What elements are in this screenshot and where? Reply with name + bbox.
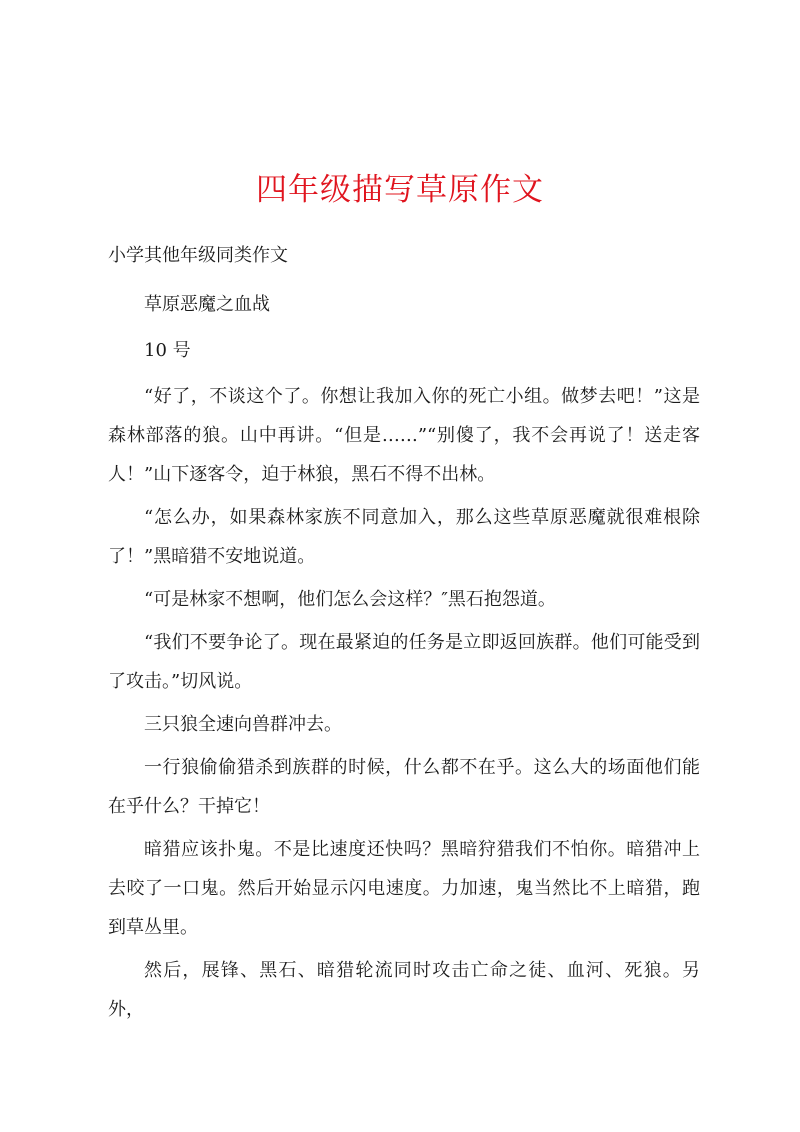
- paragraph: “怎么办，如果森林家族不同意加入，那么这些草原恶魔就很难根除了！”黑暗猎不安地说道。: [108, 507, 700, 567]
- paragraph: 草原恶魔之血战: [144, 294, 270, 315]
- paragraph: “好了，不谈这个了。你想让我加入你的死亡小组。做梦去吧！”这是森林部落的狼。山中再讲。“但是……”“别傻了，我不会再说了！送走客人！”山下逐客令，迫于林狼，黑石不得不出林。: [108, 386, 700, 485]
- paragraph: 三只狼全速向兽群冲去。: [144, 714, 342, 735]
- document-title: 四年级描写草原作文: [256, 172, 544, 208]
- document-body: [108, 240, 700, 1029]
- paragraph: 暗猎应该扑鬼。不是比速度还快吗？黑暗狩猎我们不怕你。暗猎冲上去咬了一口鬼。然后开始显示闪电速度。力加速，鬼当然比不上暗猎，跑到草丛里。: [108, 839, 700, 938]
- category-line: 小学其他年级同类作文: [108, 245, 288, 266]
- paragraph: 然后，展锋、黑石、暗猎轮流同时攻击亡命之徒、血河、死狼。另外，: [108, 960, 700, 1020]
- paragraph: 一行狼偷偷猎杀到族群的时候，什么都不在乎。这么大的场面他们能在乎什么？干掉它！: [108, 757, 700, 817]
- paragraph: 10 号: [144, 340, 191, 361]
- paragraph: “可是林家不想啊，他们怎么会这样？″黑石抱怨道。: [144, 589, 556, 610]
- paragraph: “我们不要争论了。现在最紧迫的任务是立即返回族群。他们可能受到了攻击。”切风说。: [108, 632, 700, 692]
